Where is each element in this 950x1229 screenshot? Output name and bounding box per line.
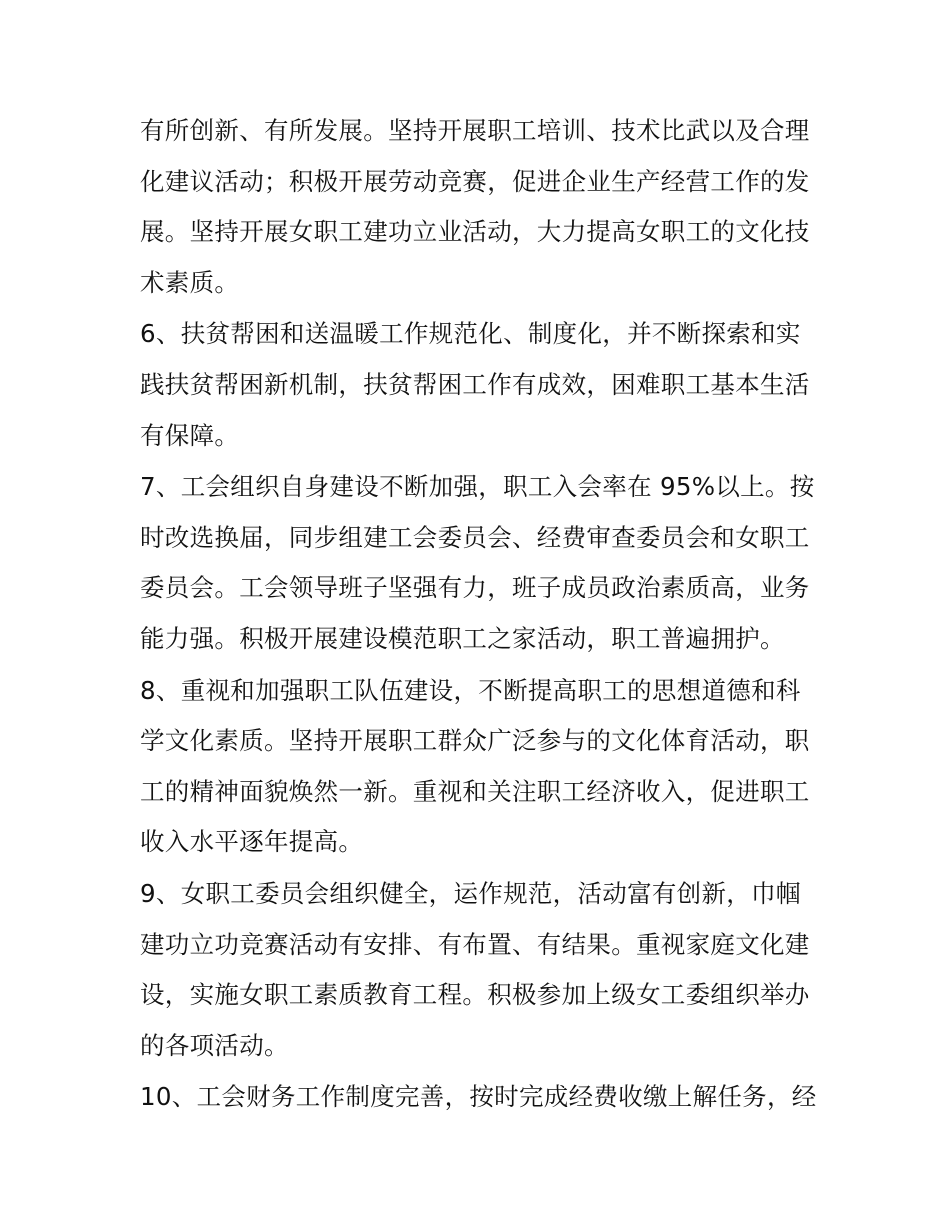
text-line: 学文化素质。坚持开展职工群众广泛参与的文化体育活动，职 xyxy=(140,726,810,756)
text-line: 时改选换届，同步组建工会委员会、经费审查委员会和女职工 xyxy=(140,522,810,552)
item-10-line: 10、工会财务工作制度完善，按时完成经费收缴上解任务，经 xyxy=(140,1082,817,1112)
text-line: 建功立功竞赛活动有安排、有布置、有结果。重视家庭文化建 xyxy=(140,929,810,959)
item-7-line: 7、工会组织自身建设不断加强，职工入会率在 95%以上。按 xyxy=(140,472,815,502)
text-line: 展。坚持开展女职工建功立业活动，大力提高女职工的文化技 xyxy=(140,217,810,247)
text-line: 工的精神面貌焕然一新。重视和关注职工经济收入，促进职工 xyxy=(140,776,810,806)
text-line: 化建议活动；积极开展劳动竞赛，促进企业生产经营工作的发 xyxy=(140,166,810,196)
text-line: 委员会。工会领导班子坚强有力，班子成员政治素质高，业务 xyxy=(140,573,810,603)
item-6-line: 6、扶贫帮困和送温暖工作规范化、制度化，并不断探索和实 xyxy=(140,319,801,349)
item-9-line: 9、女职工委员会组织健全，运作规范，活动富有创新，巾帼 xyxy=(140,878,801,908)
text-line: 有所创新、有所发展。坚持开展职工培训、技术比武以及合理 xyxy=(140,116,810,145)
document-body xyxy=(140,111,820,1128)
text-line: 能力强。积极开展建设模范职工之家活动，职工普遍拥护。 xyxy=(140,623,785,653)
text-line: 设，实施女职工素质教育工程。积极参加上级女工委组织举办 xyxy=(140,980,810,1010)
item-8-line: 8、重视和加强职工队伍建设，不断提高职工的思想道德和科 xyxy=(140,675,801,705)
text-line: 术素质。 xyxy=(140,267,240,297)
text-line: 践扶贫帮困新机制，扶贫帮困工作有成效，困难职工基本生活 xyxy=(140,369,810,399)
text-line: 的各项活动。 xyxy=(140,1030,289,1060)
text-line: 收入水平逐年提高。 xyxy=(140,827,364,857)
text-line: 有保障。 xyxy=(140,420,240,450)
